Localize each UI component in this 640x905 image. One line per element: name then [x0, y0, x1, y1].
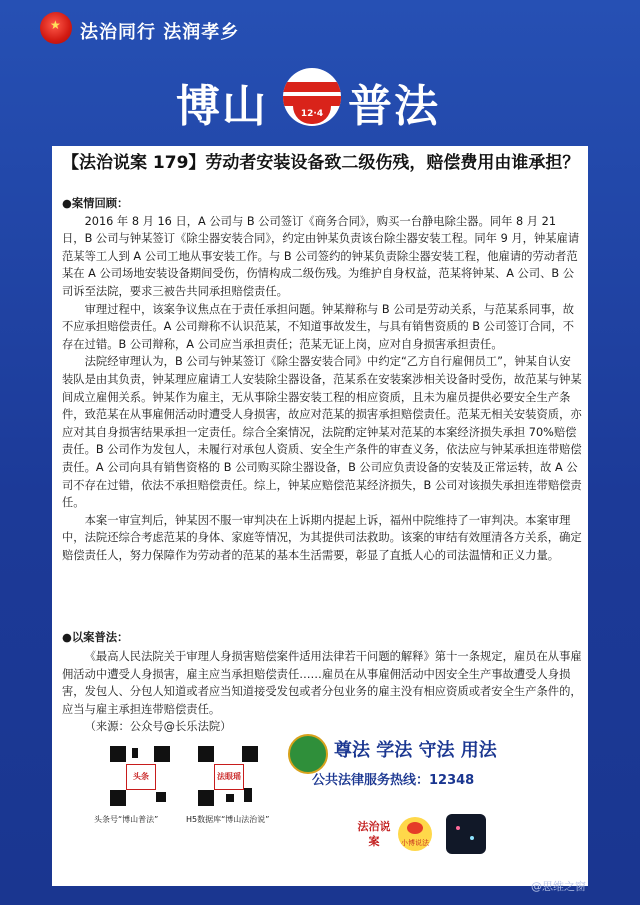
h5-qr-code[interactable]: [194, 742, 262, 810]
case-paragraph-2: 审理过程中，该案争议焦点在于责任承担问题。钟某辩称与 B 公司是劳动关系，与范某系同事，故不应承担赔偿责任。A 公司辩称不认识范某，不知道事故发生，与具有销售资质的 B 公司签订合同，不存在过错。B 公司辩称，A 公司应当承担责任；范某无证上岗，应对自身损害承担责任。: [62, 302, 575, 351]
law-text: 《最高人民法院关于审理人身损害赔偿案件适用法律若干问题的解释》第十一条规定，雇员在从事雇佣活动中遭受人身损害，雇主应当承担赔偿责任……雇员在从事雇佣活动中因安全生产事故遭受人身损害，发包人、分包人知道或者应当知道接受发包或者分包业务的雇主没有相应资质或者安全生产条件的，应当与雇主承担连带赔偿责任。: [62, 650, 582, 716]
case-paragraph-1: 2016 年 8 月 16 日，A 公司与 B 公司签订《商务合同》，购买一台静电除尘器。同年 8 月 21 日，B 公司与钟某签订《除尘器安装合同》，约定由钟某负责该台除尘器安装工程。同年 9 月，钟某雇请范某等工人到 A 公司工地从事安装工作。与 B 公司签约的钟某负责除尘器安装工程，他雇请的劳动者范某在 A 公司场地安装设备期间受伤，伤情构成二级伤残。为维护自身权益，范某将钟某、A 公司、B 公司诉至法院，要求三被告共同承担赔偿责任。: [62, 214, 580, 298]
weibo-badge[interactable]: [398, 817, 432, 851]
h5-badge: 法眼瑶: [214, 764, 244, 790]
court-emblem-icon: ★: [40, 12, 72, 44]
brand-name-right: 普法: [348, 81, 440, 132]
top-slogan: 法治同行 法润孝乡: [80, 22, 240, 43]
weibo-icon: [407, 822, 423, 834]
hotline-text: 公共法律服务热线：12348: [312, 773, 475, 788]
case-review-section: [62, 195, 582, 564]
emblem-date: 12·4: [300, 109, 324, 119]
mountain-logo-icon: [288, 734, 328, 774]
toutiao-qr-code[interactable]: [106, 742, 174, 810]
law-section: [62, 648, 582, 736]
article-title: 【法治说案 179】劳动者安装设备致二级伤残，赔偿费用由谁承担？: [62, 153, 580, 173]
motto-card: [282, 724, 522, 796]
brand-name-left: 博山: [176, 81, 268, 132]
law-talk-badge[interactable]: 法治说案: [357, 817, 391, 851]
h5-qr-caption: H5数据库“博山法治说”: [186, 815, 270, 824]
law-heading: ●以案普法：: [62, 631, 129, 644]
case-review-heading: ●案情回顾：: [62, 197, 129, 210]
toutiao-qr-caption: 头条号“博山普法”: [94, 815, 159, 824]
brand-row: [0, 62, 640, 132]
case-paragraph-4: 本案一审宣判后，钟某因不服一审判决在上诉期内提起上诉，福州中院维持了一审判决。本案审理中，法院还综合考虑范某的身体、家庭等情况，为其提供司法救助。该案的审结有效厘清各方关系，确定赔偿责任人，努力保障作为劳动者的范某的基本生活需要，彰显了直抵人心的司法温情和正义力量。: [62, 513, 582, 562]
law-day-emblem-icon: [283, 68, 341, 126]
organization-line: 区司法局 博山区普法办: [168, 830, 324, 848]
toutiao-badge: 头条: [126, 764, 156, 790]
watermark: @思维之窗: [531, 880, 586, 893]
top-banner: [0, 0, 640, 60]
case-paragraph-3: 法院经审理认为，B 公司与钟某签订《除尘器安装合同》中约定“乙方自行雇佣员工”，钟某自认安装队是由其负责，钟某理应雇请工人安装除尘器设备，范某系在安装案涉相关设备时受伤，故范某与钟某间成立雇佣关系。钟某作为雇主，无从事除尘器安装工程的相应资质，且未为雇员提供必要安全生产条件，致范某在从事雇佣活动时遭受人身损害，故应对范某的损害承担赔偿责任。范某无相关安装资质，亦应对其自身损害结果承担一定责任。综合全案情况，法院酌定钟某对范某的本案经济损失承担 70%赔偿责任。B 公司作为发包人，未履行对承包人资质、安全生产条件的审查义务，依法应与钟某承担连带赔偿责任。A 公司向具有销售资格的 B 公司购买除尘器设备，B 公司应负责设备的安装及正常运转，故 A 公司不存在过错，依法不承担赔偿责任。综上，钟某应赔偿范某经济损失，B 公司对该损失承担连带赔偿责任。: [62, 355, 582, 510]
weibo-label: 小博说法: [401, 839, 429, 847]
douyin-icon[interactable]: [446, 814, 486, 854]
article-source: （来源：公众号@长乐法院）: [84, 720, 232, 734]
law-motto: 尊法 学法 守法 用法: [334, 740, 497, 761]
